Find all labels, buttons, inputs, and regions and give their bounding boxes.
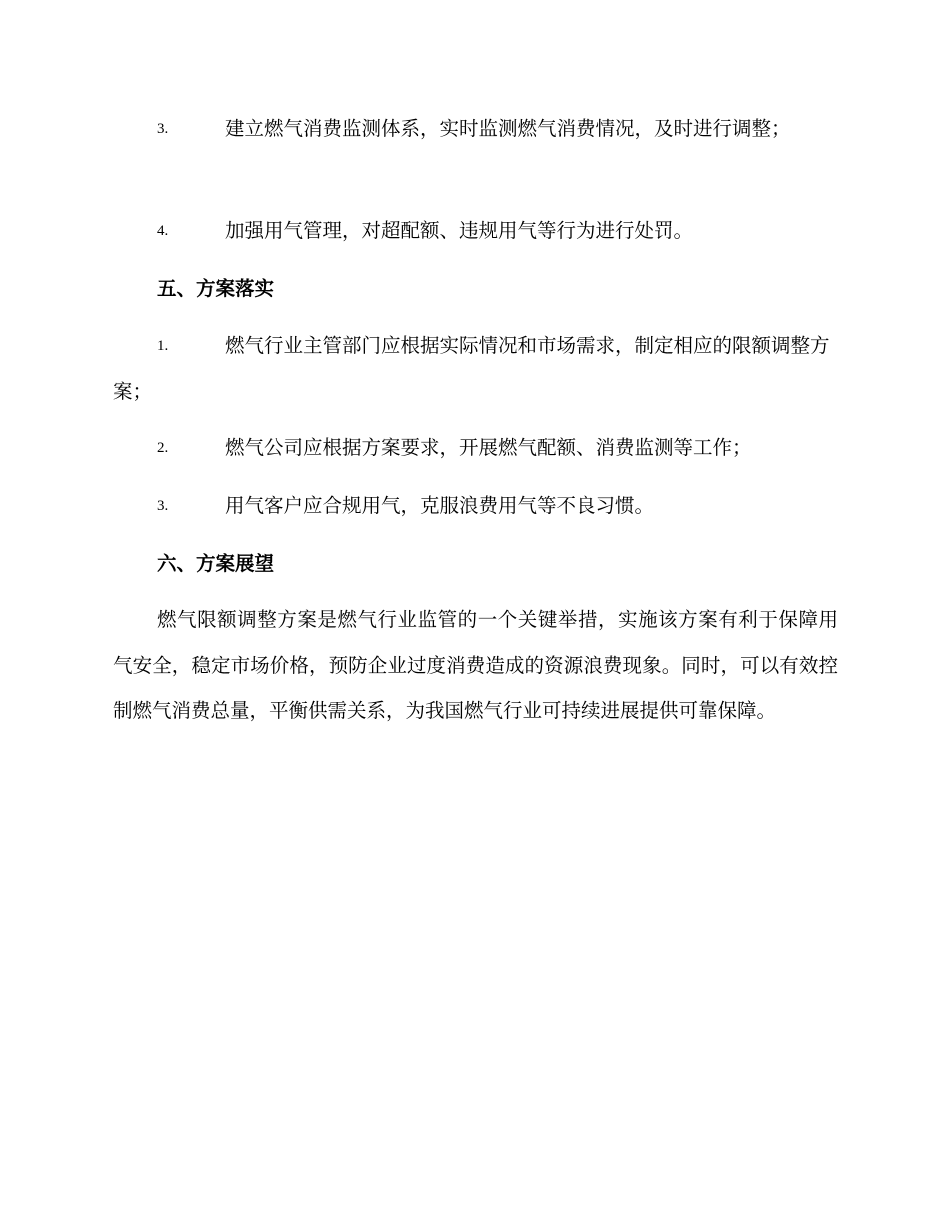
body-paragraph: 燃气限额调整方案是燃气行业监管的一个关键举措，实施该方案有利于保障用气安全，稳定市场价格，预防企业过度消费造成的资源浪费现象。同时，可以有效控制燃气消费总量，平衡供需关系，为我国燃气行业可持续进展提供可靠保障。 [113, 608, 838, 722]
list-item [113, 483, 838, 529]
list-number: 3. [157, 498, 169, 514]
list-item [113, 106, 838, 152]
list-number: 3. [157, 121, 169, 137]
list-text: 用气客户应合规用气，克服浪费用气等不良习惯。 [225, 494, 655, 517]
section-heading: 五、方案落实 [157, 277, 275, 300]
list-item [113, 425, 838, 471]
list-number: 1. [157, 338, 169, 354]
list-item [113, 208, 838, 254]
list-text: 加强用气管理，对超配额、违规用气等行为进行处罚。 [225, 219, 694, 242]
list-text: 燃气公司应根据方案要求，开展燃气配额、消费监测等工作； [225, 436, 752, 459]
list-number: 4. [157, 223, 169, 239]
list-number: 2. [157, 440, 169, 456]
list-text: 燃气行业主管部门应根据实际情况和市场需求，制定相应的限额调整方案； [113, 334, 830, 403]
section-heading: 六、方案展望 [157, 552, 275, 575]
list-item [113, 323, 838, 415]
list-text: 建立燃气消费监测体系，实时监测燃气消费情况，及时进行调整； [225, 117, 791, 140]
